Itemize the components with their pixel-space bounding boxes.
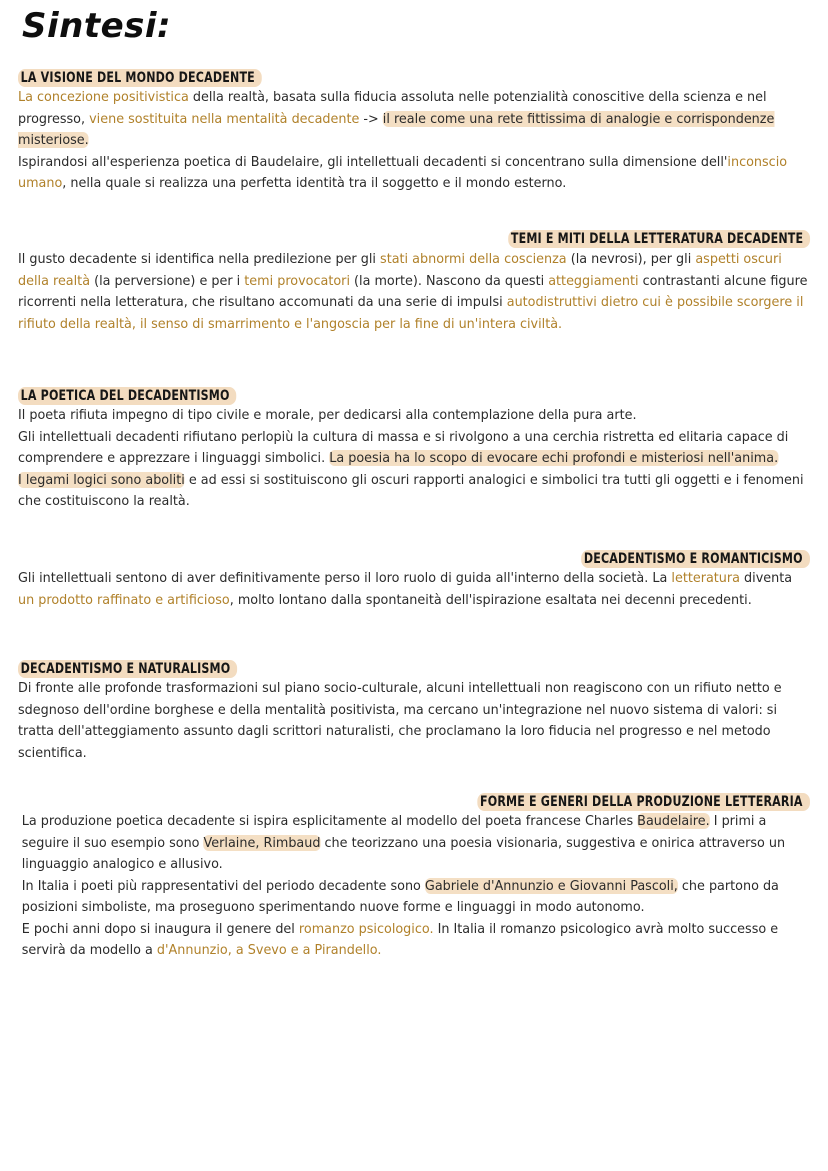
section-body [18,811,813,962]
paragraph [22,876,813,919]
text-run: Gli intellettuali sentono di aver definitivamente perso il loro ruolo di guida all'interno della società. La [18,570,672,586]
highlighted-text: Gabriele d'Annunzio e Giovanni Pascoli, [424,877,678,894]
section-heading: DECADENTISMO E NATURALISMO [18,660,237,678]
accent-text: letteratura [671,570,740,586]
paragraph [18,152,809,195]
accent-text: romanzo psicologico. [298,920,434,937]
accent-text: temi provocatori [244,272,350,289]
section-poetica [18,385,810,513]
paragraph [22,919,813,962]
paragraph [18,470,809,513]
text-run: della realtà, basata sulla fiducia assoluta nelle potenzialità conoscitive della scienza e nel progresso, [18,89,767,127]
text-run: Di fronte alle profonde trasformazioni sul piano socio-culturale, alcuni intellettuali non reagiscono con un rifiuto netto e sdegnoso dell'ordine borghese e della mentalità positivista, ma cercano un'integrazione nel nuovo sistema di valori: si tratta dell'atteggiamento assunto dagli scrittori naturalisti, che proclamano la loro fiducia nel progresso e nel metodo scientifica. [18,680,782,761]
text-run: I primi a seguire il suo esempio sono [21,813,767,851]
text-run: , nella quale si realizza una perfetta identità tra il soggetto e il mondo esterno. [62,175,567,191]
accent-text: viene sostituita nella mentalità decadente [89,110,360,127]
paragraph [22,811,813,876]
text-run: E pochi anni dopo si inaugura il genere del [21,920,299,937]
accent-text: d'Annunzio, a Svevo e a Pirandello. [156,942,382,958]
text-run: che teorizzano una poesia visionaria, suggestiva e onirica attraverso un linguaggio analogico e allusivo. [21,834,786,872]
highlighted-text: Verlaine, Rimbaud [203,834,321,851]
accent-text: atteggiamenti [548,272,639,289]
paragraph [18,678,809,764]
section-body [18,405,809,513]
accent-text: inconscio umano [18,153,788,191]
text-run: , molto lontano dalla spontaneità dell'ispirazione esaltata nei decenni precedenti. [229,591,752,608]
section-body [18,678,809,764]
paragraph [18,87,809,152]
text-run: che partono da posizioni simboliste, ma proseguono sperimentando nuove forme e linguaggi in modo autonomo. [21,877,779,915]
accent-text: stati abnormi della coscienza [380,251,567,267]
highlighted-text: il reale come una rete fittissima di analogie e corrispondenze misteriose. [18,110,775,148]
paragraph [18,427,809,470]
page-title: Sintesi: [22,6,172,46]
text-run: La produzione poetica decadente si ispira esplicitamente al modello del poeta francese Charles [21,813,638,829]
accent-text: un prodotto raffinato e artificioso [18,591,230,608]
text-run: Il poeta rifiuta impegno di tipo civile e morale, per dedicarsi alla contemplazione della pura arte. [18,407,637,423]
text-run: In Italia i poeti più rappresentativi del periodo decadente sono [21,877,425,894]
accent-text: autodistruttivi dietro cui è possibile scorgere il rifiuto della realtà, il senso di smarrimento e l'angoscia per la fine di un'intera civiltà. [18,294,804,332]
section-forme [18,791,810,962]
text-run: (la perversione) e per i [90,272,245,289]
text-run: (la morte). Nascono da questi [349,272,549,289]
section-heading: DECADENTISMO E ROMANTICISMO [581,550,810,568]
text-run: Gli intellettuali decadenti rifiutano perlopiù la cultura di massa e si rivolgono a una cerchia ristretta ed elitaria capace di comprendere e apprezzare i linguaggi simbolici. [18,428,789,466]
text-run: e ad essi si sostituiscono gli oscuri rapporti analogici e simbolici tra tutti gli oggetti e i fenomeni che costituiscono la realtà. [18,471,804,509]
text-run: Il gusto decadente si identifica nella predilezione per gli [18,251,381,267]
section-heading: TEMI E MITI DELLA LETTERATURA DECADENTE [508,230,810,248]
highlighted-text: La poesia ha lo scopo di evocare echi profondi e misteriosi nell'anima. [329,450,779,466]
highlighted-text: Baudelaire. [637,813,710,829]
text-run: (la nevrosi), per gli [566,251,696,267]
text-run: Ispirandosi all'esperienza poetica di Baudelaire, gli intellettuali decadenti si concentrano sulla dimensione dell' [18,153,728,170]
section-body [18,87,809,195]
accent-text: La concezione positivistica [18,89,189,105]
text-run: contrastanti alcune figure ricorrenti nella letteratura, che risultano accomunati da una serie di impulsi [18,272,808,310]
text-run: In Italia il romanzo psicologico avrà molto successo e servirà da modello a [21,920,779,958]
paragraph [18,405,809,427]
section-naturalismo [18,658,810,764]
section-heading: FORME E GENERI DELLA PRODUZIONE LETTERARIA [478,793,810,811]
section-heading: LA VISIONE DEL MONDO DECADENTE [18,69,262,87]
paragraph [18,568,809,611]
accent-text: aspetti oscuri della realtà [18,251,782,289]
highlighted-text: I legami logici sono aboliti [18,471,185,488]
section-heading: LA POETICA DEL DECADENTISMO [18,387,237,405]
section-body [18,249,809,335]
section-romanticismo [18,548,810,611]
paragraph [18,249,809,335]
text-run: diventa [739,570,793,586]
text-run: -> [359,110,383,127]
section-visione [18,67,810,195]
section-body [18,568,809,611]
section-temi [18,228,810,335]
